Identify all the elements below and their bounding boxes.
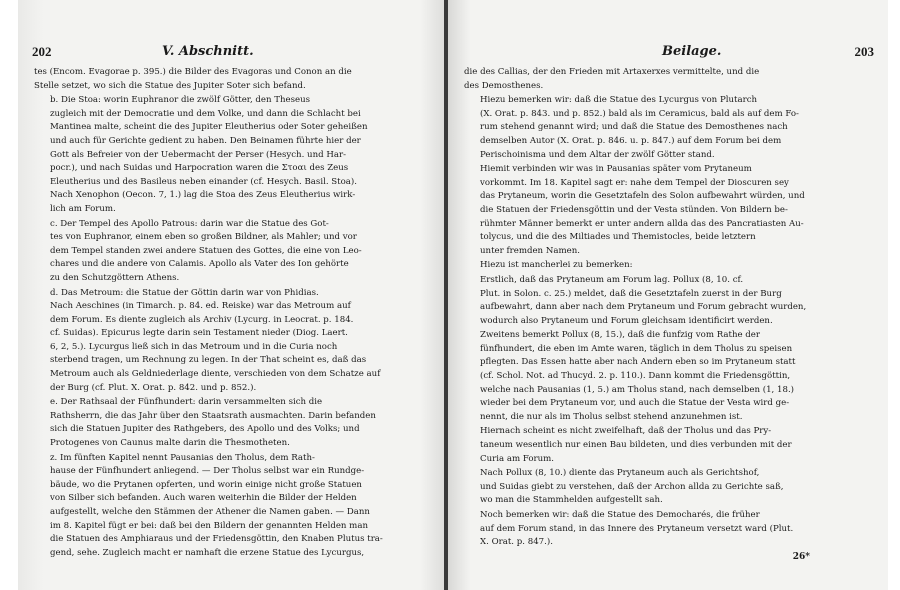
right-page-header	[462, 44, 874, 60]
right-running-head: Beilage.	[662, 44, 722, 59]
text-line: X. Orat. p. 847.).	[480, 537, 553, 548]
text-line: der Burg (cf. Plut. X. Orat. p. 842. und p. 852.).	[50, 382, 257, 393]
text-line: unter fremden Namen.	[480, 245, 580, 256]
left-page-header	[32, 44, 432, 60]
text-line: Mantinea malte, scheint die des Jupiter Eleutherius oder Soter geheißen	[50, 122, 368, 133]
text-line: bäude, wo die Prytanen opferten, und worin einige nicht große Statuen	[50, 479, 362, 490]
text-line: dem Forum. Es diente zugleich als Archiv (Lycurg. in Leocrat. p. 184.	[50, 314, 354, 325]
text-line: dem Tempel standen zwei andere Statuen des Gottes, die eine von Leo-	[50, 245, 362, 256]
text-line: Hiezu ist mancherlei zu bemerken:	[480, 260, 633, 271]
text-line: taneum wesentlich nur einen Bau bildeten, und dies verbunden mit der	[480, 440, 792, 451]
paragraph	[34, 218, 434, 286]
text-line: sterbend tragen, um Rechnung zu legen. In der That scheint es, daß das	[50, 355, 367, 366]
text-line: lich am Forum.	[50, 203, 116, 214]
text-line: fünfhundert, die eben im Amte waren, täglich in dem Tholus zu speisen	[480, 343, 793, 354]
text-line: gend, sehe. Zugleich macht er namhaft die erzene Statue des Lycurgus,	[50, 547, 365, 558]
text-line: die des Callias, der den Frieden mit Artaxerxes vermittelte, und die	[464, 67, 760, 77]
text-line: c. Der Tempel des Apollo Patrous: darin war die Statue des Got-	[50, 218, 329, 229]
paragraph	[464, 467, 876, 508]
text-line: Gott als Befreier von der Uebermacht der Perser (Hesych. und Har-	[50, 149, 346, 160]
text-line: tes (Encom. Evagorae p. 395.) die Bilder des Evagoras und Conon an die	[34, 67, 352, 77]
scan-margin-left	[0, 0, 18, 590]
text-line: hause der Fünfhundert anliegend. — Der Tholus selbst war ein Rundge-	[50, 466, 365, 477]
text-line: und auch für Gerichte gedient zu haben. Den Beinamen führte hier der	[50, 135, 361, 146]
text-line: Metroum auch als Geldniederlage diente, verschieden von dem Schatze auf	[50, 369, 381, 380]
paragraph	[464, 259, 876, 273]
paragraph	[464, 274, 876, 328]
text-line: 6, 2, 5.). Lycurgus ließ sich in das Metroum und in die Curia noch	[50, 341, 338, 352]
text-line: zugleich mit der Democratie und dem Volke, und dann die Schlacht bei	[50, 108, 361, 119]
left-running-head: V. Abschnitt.	[162, 44, 254, 59]
left-page-body	[34, 66, 434, 561]
text-line: das Prytaneum, worin die Gesetztafeln des Solon aufbewahrt würden, und	[480, 191, 805, 202]
text-line: Perischoinisma und dem Altar der zwölf Götter stand.	[480, 149, 715, 160]
text-line: Stelle setzet, wo sich die Statue des Jupiter Soter sich befand.	[34, 80, 306, 91]
text-line: z. Im fünften Kapitel nennt Pausanias den Tholus, dem Rath-	[50, 452, 315, 463]
paragraph	[464, 163, 876, 258]
text-line: aufgestellt, welche den Stämmen der Athener die Namen gaben. — Dann	[50, 507, 370, 517]
text-line: tolycus, und die des Miltiades und Themistocles, beide letztern	[480, 232, 756, 243]
signature-mark: 26*	[792, 552, 810, 562]
text-line: wieder bei dem Prytaneum vor, und auch die Statue der Vesta wird ge-	[480, 398, 790, 409]
paragraph	[34, 66, 434, 93]
paragraph	[34, 287, 434, 396]
paragraph	[464, 94, 876, 162]
text-line: Hiemit verbinden wir was in Pausanias später vom Prytaneum	[480, 164, 752, 175]
text-line: e. Der Rathsaal der Fünfhundert: darin versammelten sich die	[50, 397, 323, 408]
text-line: sich die Statuen Jupiter des Rathgebers, des Apollo und des Volks; und	[50, 424, 360, 435]
paragraph	[464, 425, 876, 466]
text-line: pflegten. Das Essen hatte aber nach Andern eben so im Prytaneum statt	[480, 357, 796, 368]
text-line: chares und die andere von Calamis. Apollo als Vater des Ion gehörte	[50, 259, 349, 270]
paragraph	[464, 509, 876, 550]
text-line: d. Das Metroum: die Statue der Göttin darin war von Phidias.	[50, 287, 319, 298]
text-line: demselben Autor (X. Orat. p. 846. u. p. 847.) auf dem Forum bei dem	[480, 135, 782, 146]
text-line: Erstlich, daß das Prytaneum am Forum lag. Pollux (8, 10. cf.	[480, 274, 744, 285]
paragraph	[34, 452, 434, 561]
text-line: cf. Suidas). Epicurus legte darin sein Testament nieder (Diog. Laert.	[50, 328, 348, 339]
text-line: Rathsherrn, die das Jahr über den Staatsrath ausmachten. Darin befanden	[50, 410, 376, 421]
text-line: welche nach Pausanias (1, 5.) am Tholus stand, nach demselben (1, 18.)	[480, 384, 795, 395]
paragraph	[464, 66, 876, 93]
text-line: Hiernach scheint es nicht zweifelhaft, daß der Tholus und das Pry-	[480, 426, 772, 437]
text-line: rum stehend genannt wird; und daß die Statue des Demosthenes nach	[480, 122, 788, 133]
paragraph	[34, 396, 434, 450]
text-line: pocr.), und nach Suidas und Harpocration waren die Στοαι des Zeus	[50, 163, 349, 174]
text-line: auf dem Forum stand, in das Innere des Prytaneum versetzt ward (Plut.	[480, 523, 794, 534]
text-line: Protogenes von Caunus malte darin die Thesmotheten.	[50, 438, 290, 449]
text-line: Nach Pollux (8, 10.) diente das Prytaneum auch als Gerichtshof,	[480, 468, 760, 479]
text-line: Hiezu bemerken wir: daß die Statue des Lycurgus von Plutarch	[480, 95, 758, 106]
text-line: Nach Xenophon (Oecon. 7, 1.) lag die Stoa des Zeus Eleutherius wirk-	[50, 190, 356, 201]
text-line: die Statuen des Amphiaraus und der Friedensgöttin, den Knaben Plutus tra-	[50, 534, 383, 545]
text-line: Eleutherius und des Basileus neben einander (cf. Hesych. Basil. Stoa).	[50, 176, 358, 187]
text-line: im 8. Kapitel fügt er bei: daß bei den Bildern der genannten Helden man	[50, 520, 368, 531]
text-line: (X. Orat. p. 843. und p. 852.) bald als im Ceramicus, bald als auf dem Fo-	[480, 108, 799, 119]
text-line: und Suidas giebt zu verstehen, daß der Archon allda zu Gerichte saß,	[480, 481, 784, 492]
text-line: wo man die Stammhelden aufgestellt sah.	[480, 495, 663, 506]
text-line: tes von Euphranor, einem eben so großen Bildner, als Mahler; und vor	[50, 232, 357, 243]
text-line: die Statuen der Friedensgöttin und der Vesta stünden. Von Bildern be-	[480, 204, 788, 215]
text-line: b. Die Stoa: worin Euphranor die zwölf Götter, den Theseus	[50, 95, 311, 106]
text-line: vorkommt. Im 18. Kapitel sagt er: nahe dem Tempel der Dioscuren sey	[480, 177, 789, 188]
text-line: rühmter Männer bemerkt er unter andern allda das des Pancratiasten Au-	[480, 218, 804, 229]
text-line: zu den Schutzgöttern Athens.	[50, 272, 180, 283]
text-line: aufbewahrt, dann aber nach dem Prytaneum und Forum gebracht wurden,	[480, 302, 807, 313]
right-page-number: 203	[854, 44, 874, 59]
left-page	[18, 0, 446, 590]
text-line: wodurch also Prytaneum und Forum gleichsam identificirt werden.	[480, 315, 773, 326]
left-page-number: 202	[32, 44, 52, 59]
text-line: Curia am Forum.	[480, 453, 555, 464]
text-line: Plut. in Solon. c. 25.) meldet, daß die Gesetztafeln zuerst in der Burg	[480, 288, 782, 299]
text-line: des Demosthenes.	[464, 80, 544, 91]
text-line: (cf. Schol. Not. ad Thucyd. 2. p. 110.). Dann kommt die Friedensgöttin,	[480, 371, 791, 382]
text-line: Nach Aeschines (in Timarch. p. 84. ed. Reiske) war das Metroum auf	[50, 301, 351, 312]
text-line: nennt, die nur als im Tholus selbst stehend anzunehmen ist.	[480, 411, 743, 422]
scan-margin-right	[888, 0, 900, 590]
paragraph	[464, 329, 876, 424]
paragraph	[34, 94, 434, 216]
text-line: Zweitens bemerkt Pollux (8, 15.), daß die funfzig vom Rathe der	[480, 330, 760, 341]
right-page	[448, 0, 888, 590]
text-line: Noch bemerken wir: daß die Statue des Democharés, die früher	[480, 510, 760, 520]
right-page-body	[464, 66, 876, 551]
text-line: von Silber sich befanden. Auch waren weiterhin die Bilder der Helden	[50, 493, 357, 504]
